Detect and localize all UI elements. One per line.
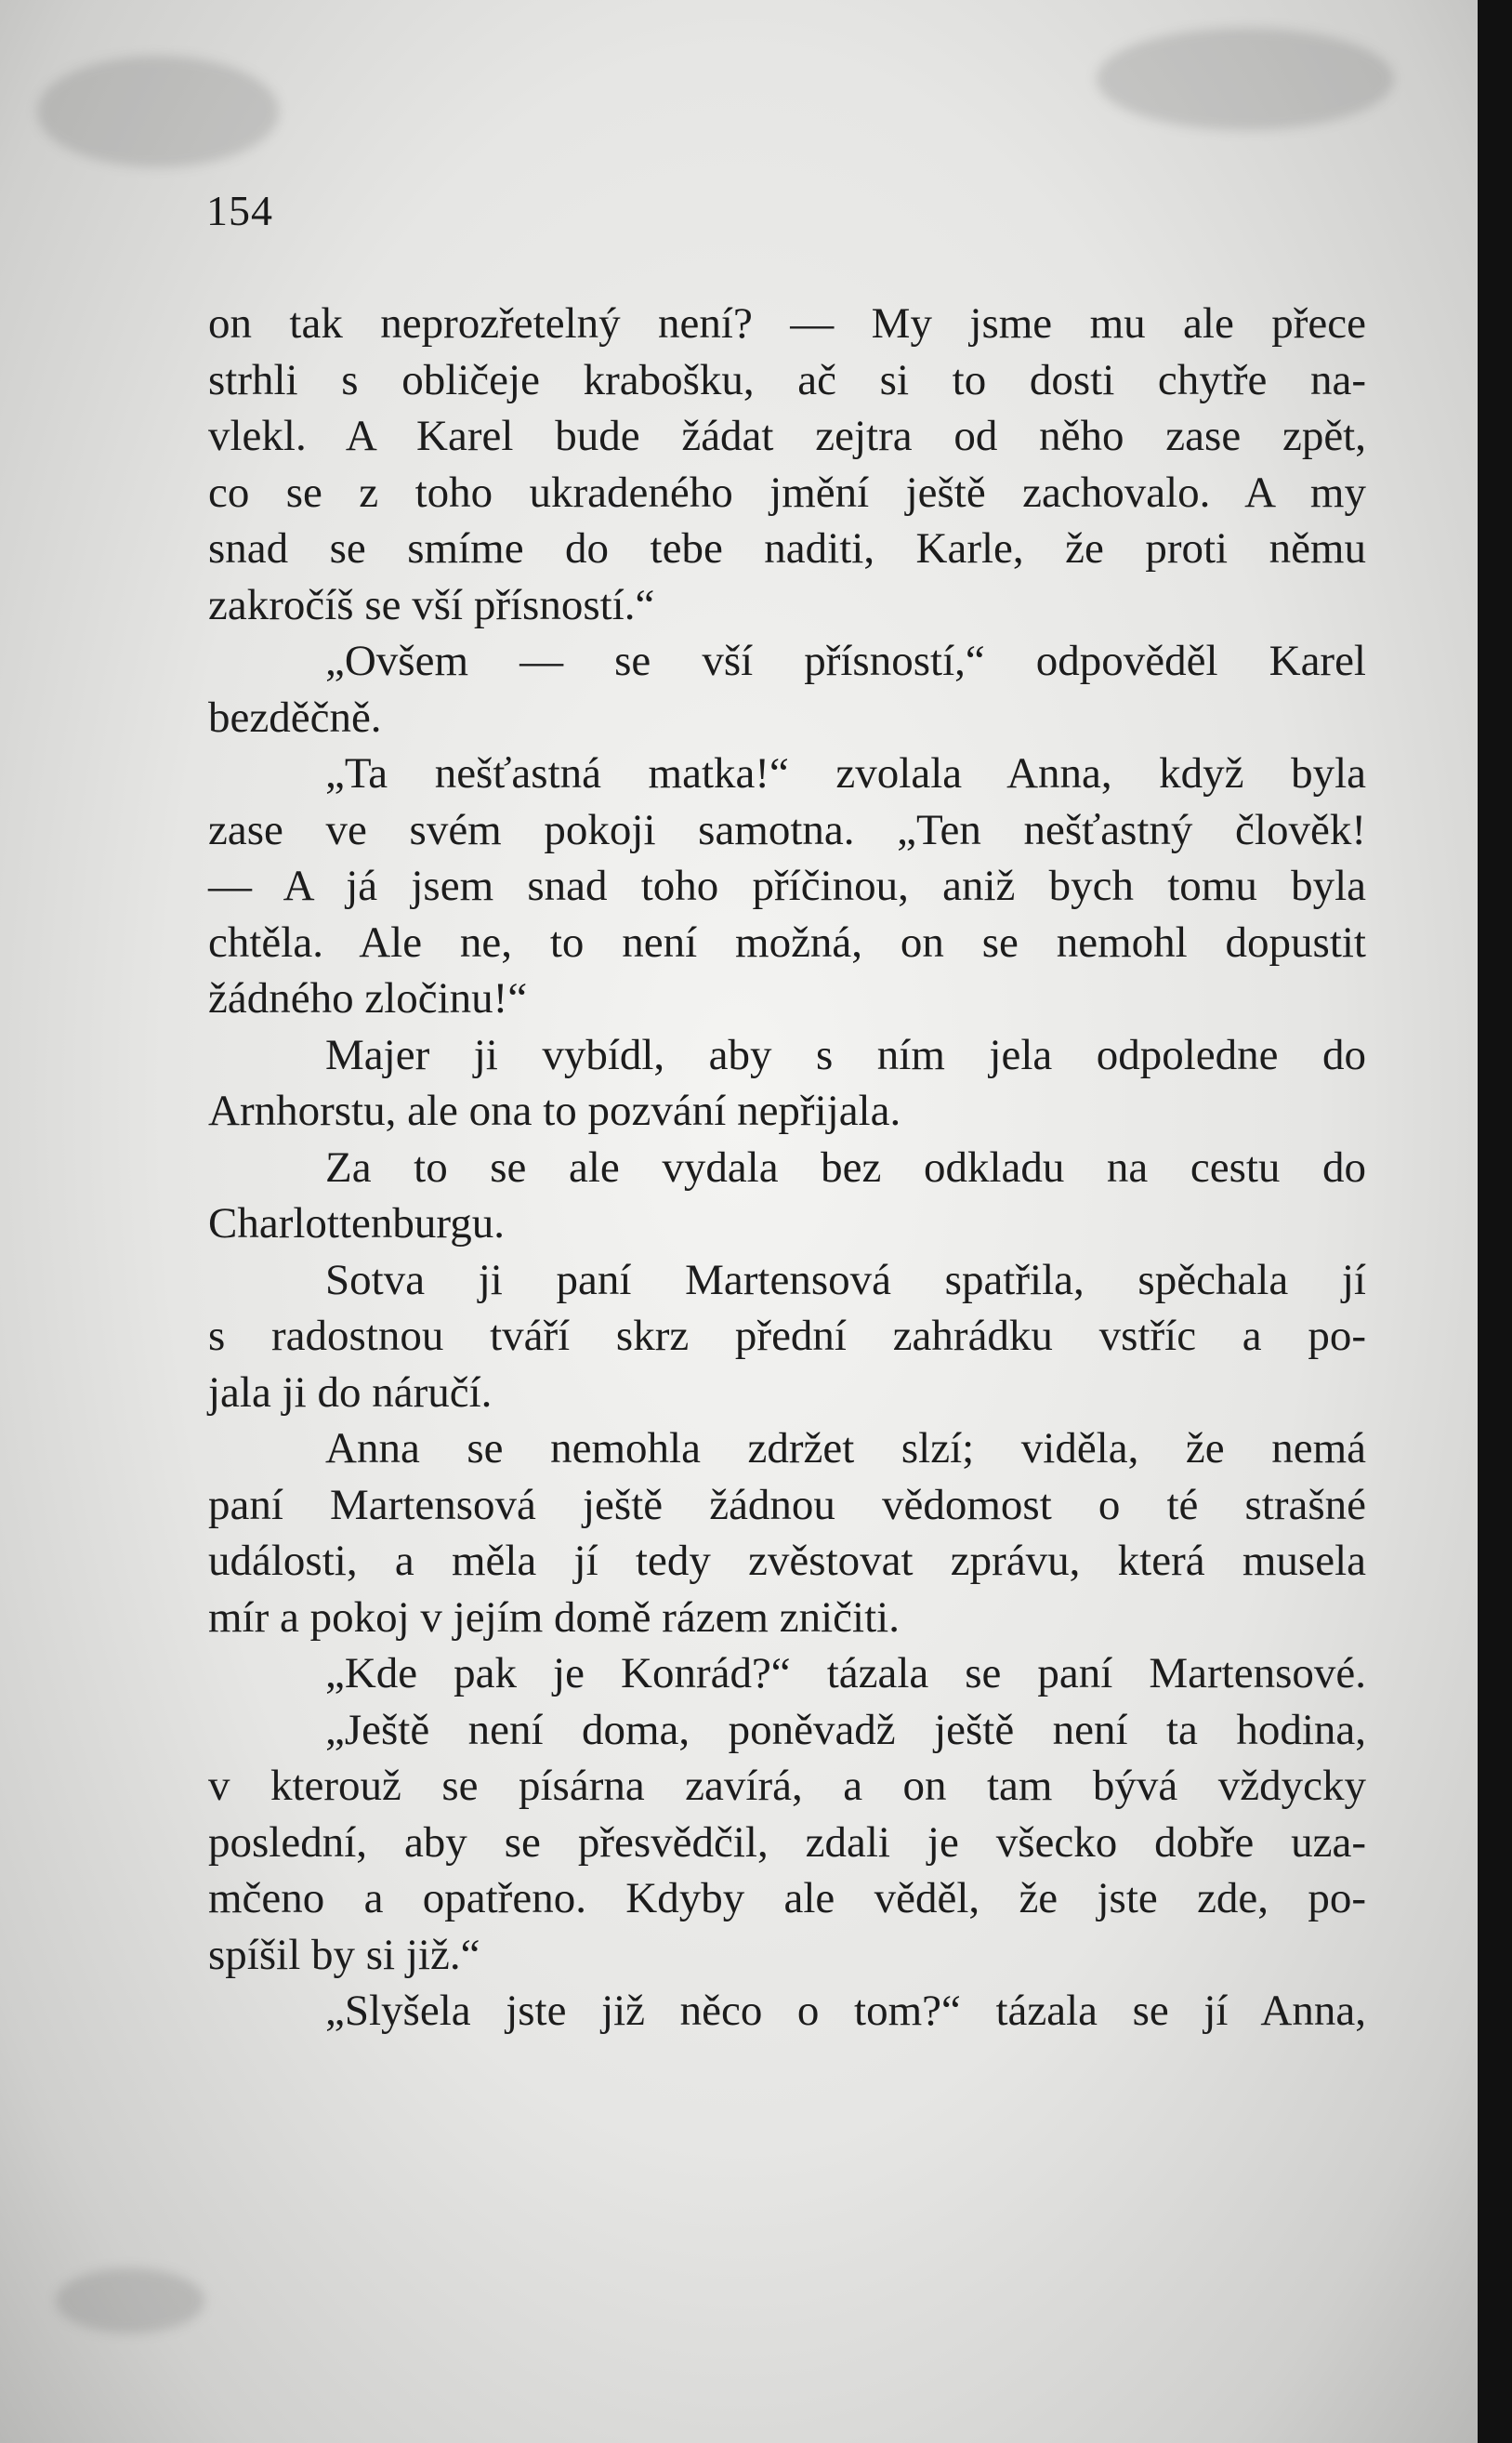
text-line: „Kde pak je Konrád?“ tázala se paní Martensové. <box>325 1649 1366 1697</box>
text-line: „Ještě není doma, poněvadž ještě není ta hodina, <box>325 1705 1366 1754</box>
text-line: zase ve svém pokoji samotna. „Ten nešťastný člověk! <box>208 805 1366 854</box>
text-line: „Ovšem — se vší přísností,“ odpověděl Karel <box>325 637 1366 685</box>
text-line: chtěla. Ale ne, to není možná, on se nemohl dopustit <box>208 918 1366 967</box>
text-line: poslední, aby se přesvědčil, zdali je všecko dobře uza- <box>208 1817 1366 1867</box>
text-line: žádného zločinu!“ <box>208 974 528 1023</box>
text-line: s radostnou tváří skrz přední zahrádku vstříc a po- <box>208 1312 1366 1360</box>
body-text <box>208 296 1366 2040</box>
text-line: „Ta nešťastná matka!“ zvolala Anna, když byla <box>325 749 1366 798</box>
text-line: události, a měla jí tedy zvěstovat zprávu, která musela <box>208 1537 1366 1585</box>
text-line: mír a pokoj v jejím domě rázem zničiti. <box>208 1592 900 1642</box>
scan-smudge <box>37 56 279 167</box>
text-line: — A já jsem snad toho příčinou, aniž bych tomu byla <box>208 862 1366 910</box>
text-line: jala ji do náručí. <box>208 1367 493 1417</box>
text-line: paní Martensová ještě žádnou vědomost o té strašné <box>208 1480 1366 1529</box>
text-line: Majer ji vybídl, aby s ním jela odpoledne do <box>325 1030 1366 1079</box>
text-line: strhli s obličeje krabošku, ač si to dosti chytře na- <box>208 355 1366 404</box>
page-edge <box>1478 0 1512 2443</box>
text-line: on tak neprozřetelný není? — My jsme mu ale přece <box>208 299 1366 348</box>
scan-smudge <box>1097 28 1394 130</box>
text-line: spíšil by si již.“ <box>208 1930 480 1979</box>
text-line: snad se smíme do tebe naditi, Karle, že proti němu <box>208 524 1366 573</box>
text-line: mčeno a opatřeno. Kdyby ale věděl, že jste zde, po- <box>208 1874 1366 1922</box>
text-line: v kterouž se písárna zavírá, a on tam bývá vždycky <box>208 1762 1366 1810</box>
text-line: co se z toho ukradeného jmění ještě zachovalo. A my <box>208 468 1366 517</box>
text-line: Arnhorstu, ale ona to pozvání nepřijala. <box>208 1087 901 1135</box>
text-line: zakročíš se vší přísností.“ <box>208 580 655 629</box>
page-number: 154 <box>206 187 273 234</box>
text-line: „Slyšela jste již něco o tom?“ tázala se jí Anna, <box>325 1987 1366 2035</box>
text-line: Anna se nemohla zdržet slzí; viděla, že nemá <box>325 1424 1366 1472</box>
text-line: Charlottenburgu. <box>208 1199 505 1248</box>
text-line: vlekl. A Karel bude žádat zejtra od něho zase zpět, <box>208 412 1366 460</box>
text-line: bezděčně. <box>208 693 382 742</box>
scan-smudge <box>56 2268 204 2333</box>
text-line: Za to se ale vydala bez odkladu na cestu do <box>325 1142 1366 1192</box>
text-line: Sotva ji paní Martensová spatřila, spěchala jí <box>325 1255 1366 1304</box>
